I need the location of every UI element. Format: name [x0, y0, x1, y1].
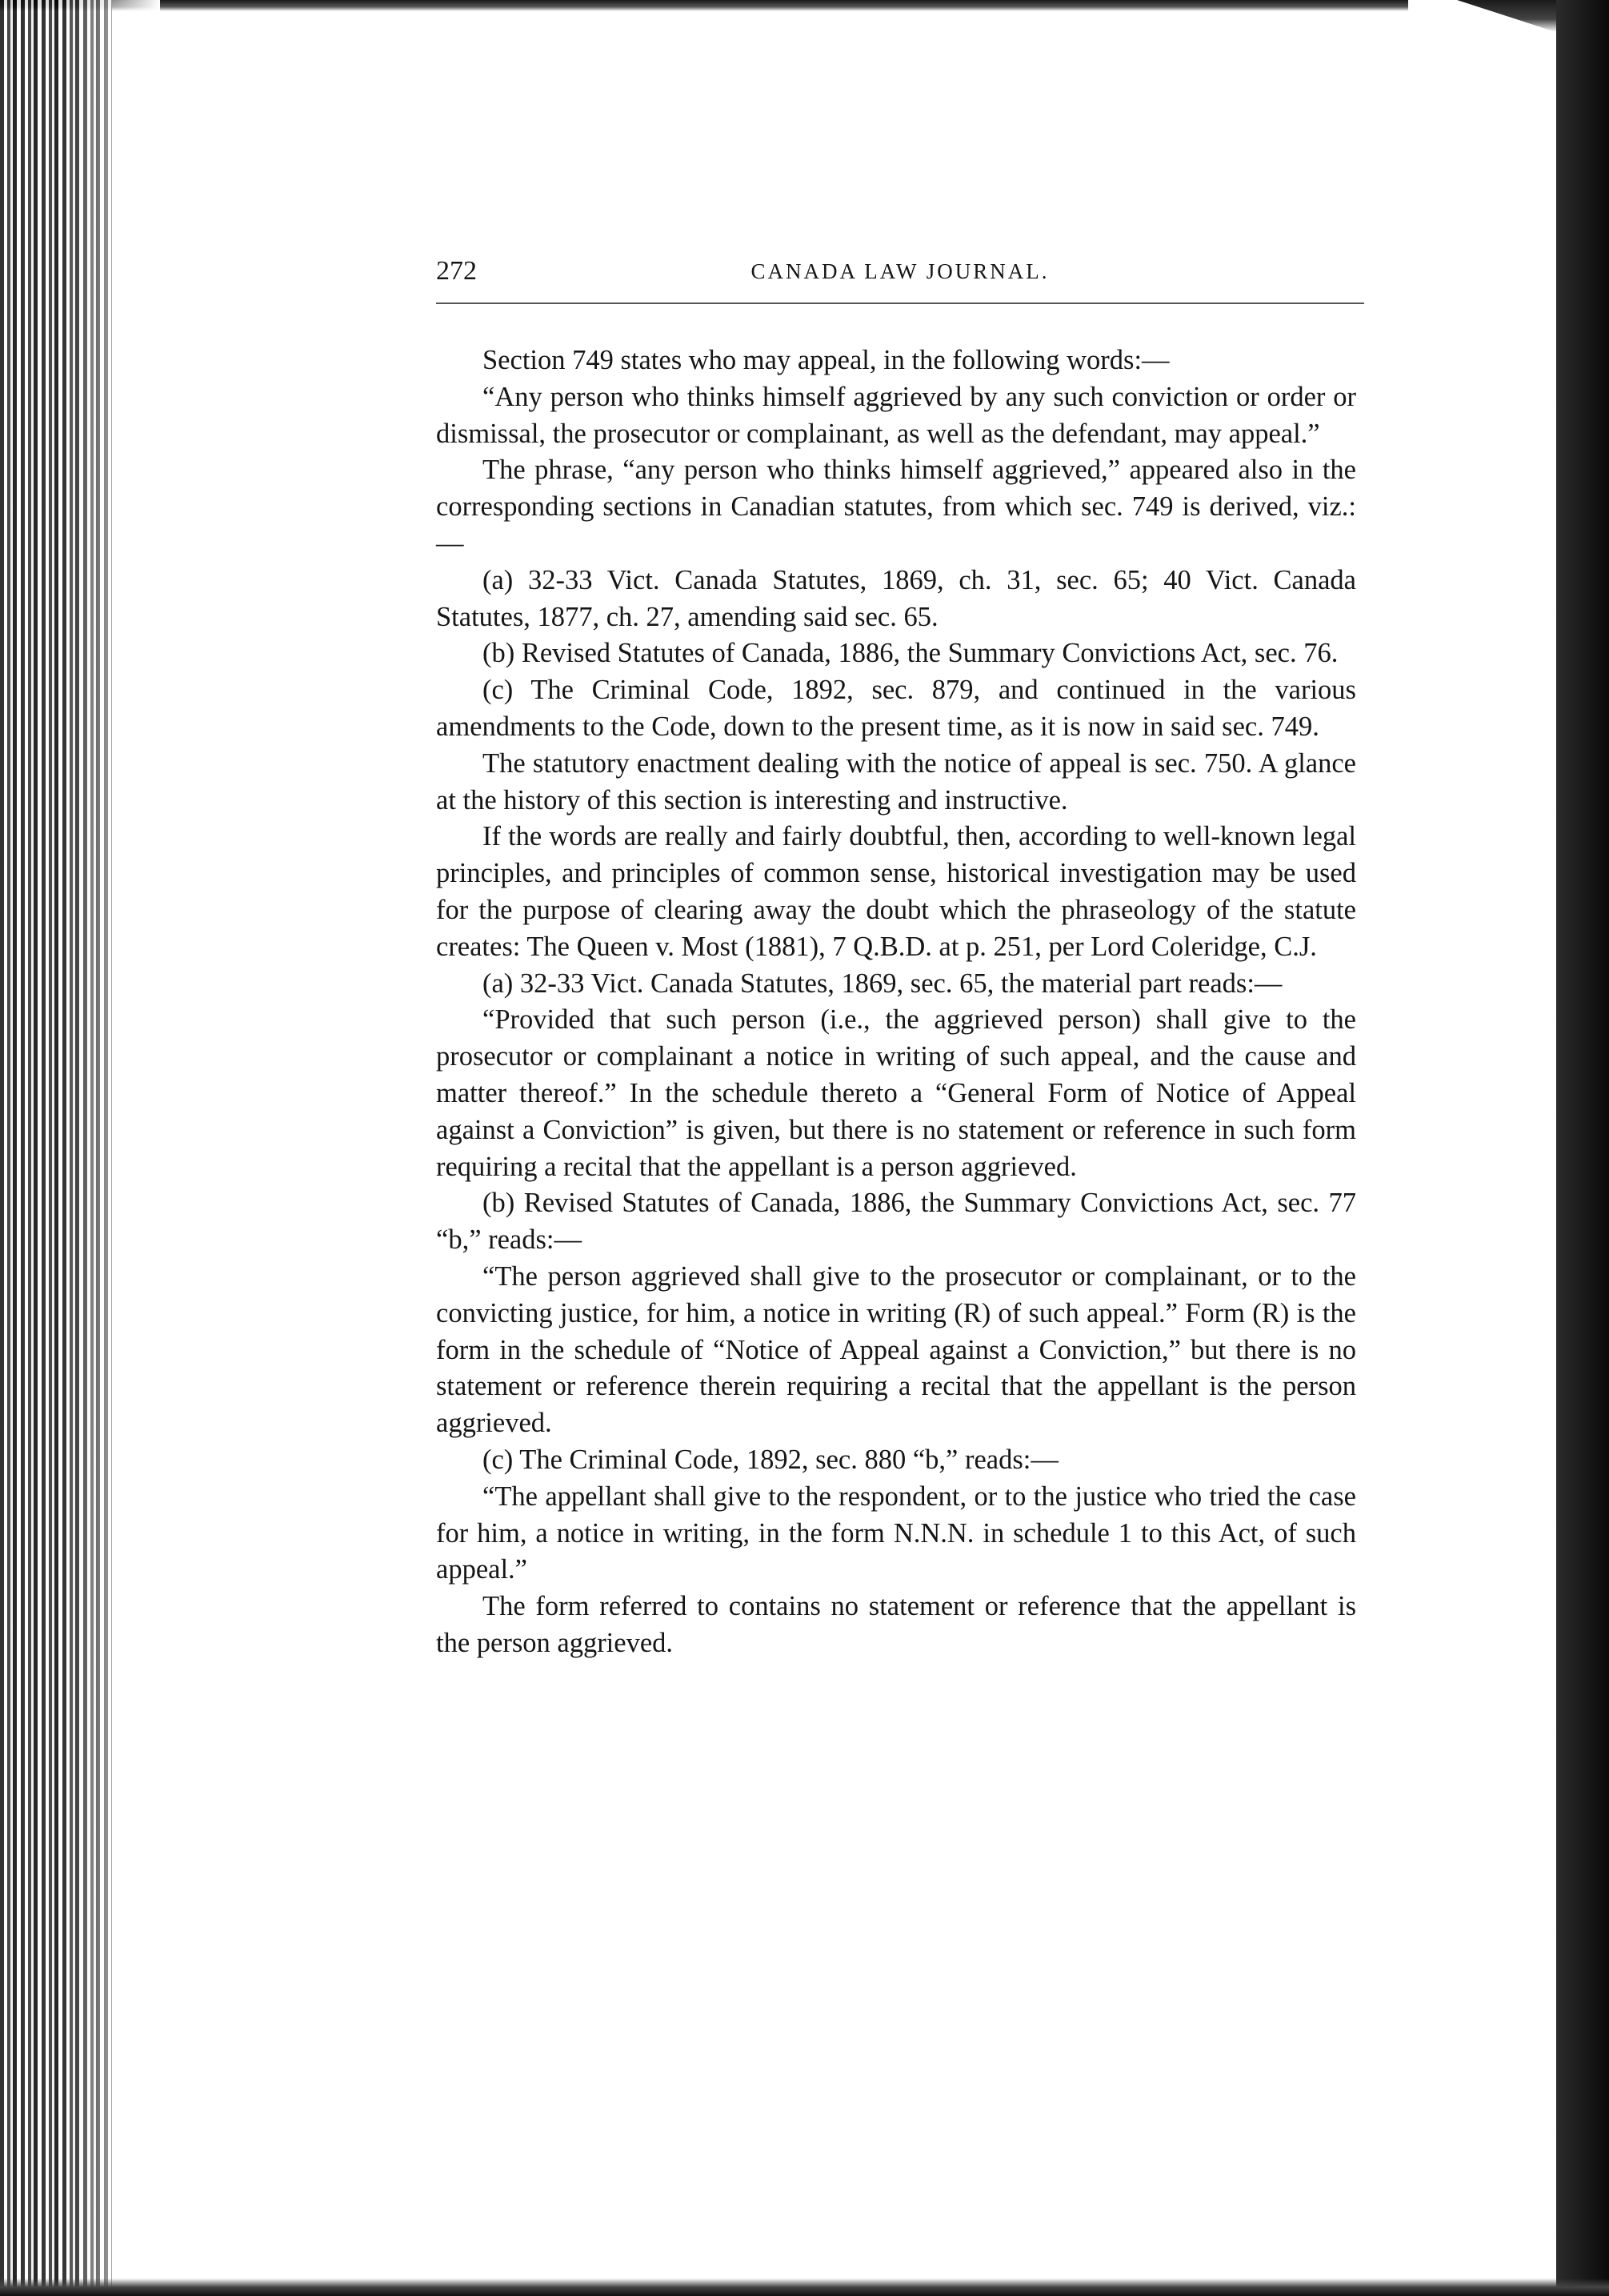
- paragraph: Section 749 states who may appeal, in the following words:—: [482, 345, 1170, 375]
- header-rule: [436, 303, 1364, 304]
- list-item: (c) The Criminal Code, 1892, sec. 880 “b,” reads:—: [482, 1444, 1059, 1475]
- quoted-paragraph: “Provided that such person (i.e., the aggrieved person) shall give to the prosecutor or complainant a notice in writing of such appeal, and the cause and matter thereof.” In the schedule thereto a “General Form of Notice of Appeal against a Conviction” is given, but there is no statement or reference in such form requiring a recital that the appellant is a person aggrieved.: [436, 1004, 1356, 1182]
- running-title: CANADA LAW JOURNAL.: [750, 259, 1050, 283]
- list-item: (b) Revised Statutes of Canada, 1886, the Summary Convictions Act, sec. 76.: [482, 638, 1339, 669]
- scan-right-edge: [1556, 0, 1609, 2296]
- scan-binding-fade: [64, 0, 160, 2296]
- quoted-paragraph: “Any person who thinks himself aggrieved by any such conviction or order or dismissal, the prosecutor or complainant, as well as the defendant, may appeal.”: [436, 381, 1356, 449]
- list-item: (b) Revised Statutes of Canada, 1886, the Summary Convictions Act, sec. 77 “b,” reads:—: [436, 1188, 1356, 1256]
- quoted-paragraph: “The appellant shall give to the respondent, or to the justice who tried the case for him, a notice in writing, in the form N.N.N. in schedule 1 to this Act, of such appeal.”: [436, 1481, 1356, 1585]
- quoted-paragraph: “The person aggrieved shall give to the prosecutor or complainant, or to the convicting justice, for him, a notice in writing (R) of such appeal.” Form (R) is the form in the schedule of “Notice of Appeal against a Conviction,” but there is no statement or reference therein requiring a recital that the appellant is the person aggrieved.: [436, 1260, 1356, 1439]
- paragraph: The statutory enactment dealing with the notice of appeal is sec. 750. A glance at the history of this section is interesting and instructive.: [436, 747, 1356, 815]
- article-body: [436, 343, 1356, 1662]
- page-number: 272: [436, 256, 477, 286]
- scan-top-edge: [0, 0, 1408, 11]
- page-header: [436, 251, 1364, 291]
- paragraph: If the words are really and fairly doubtful, then, according to well-known legal principles, and principles of common sense, historical investigation may be used for the purpose of clearing away the doubt which the phraseology of the statute creates: The Queen v. Most (1881), 7 Q.B.D. at p. 251, per Lord Coleridge, C.J.: [436, 821, 1356, 962]
- scan-bottom-edge: [0, 2278, 1609, 2296]
- list-item: (c) The Criminal Code, 1892, sec. 879, and continued in the various amendments to the Code, down to the present time, as it is now in said sec. 749.: [436, 675, 1356, 742]
- list-item: (a) 32-33 Vict. Canada Statutes, 1869, ch. 31, sec. 65; 40 Vict. Canada Statutes, 1877, ch. 27, amending said sec. 65.: [436, 564, 1356, 632]
- paragraph: The form referred to contains no statement or reference that the appellant is the person aggrieved.: [436, 1591, 1356, 1658]
- list-item: (a) 32-33 Vict. Canada Statutes, 1869, sec. 65, the material part reads:—: [482, 968, 1283, 999]
- paragraph: The phrase, “any person who thinks himself aggrieved,” appeared also in the corresponding sections in Canadian statutes, from which sec. 749 is derived, viz.:—: [436, 455, 1356, 559]
